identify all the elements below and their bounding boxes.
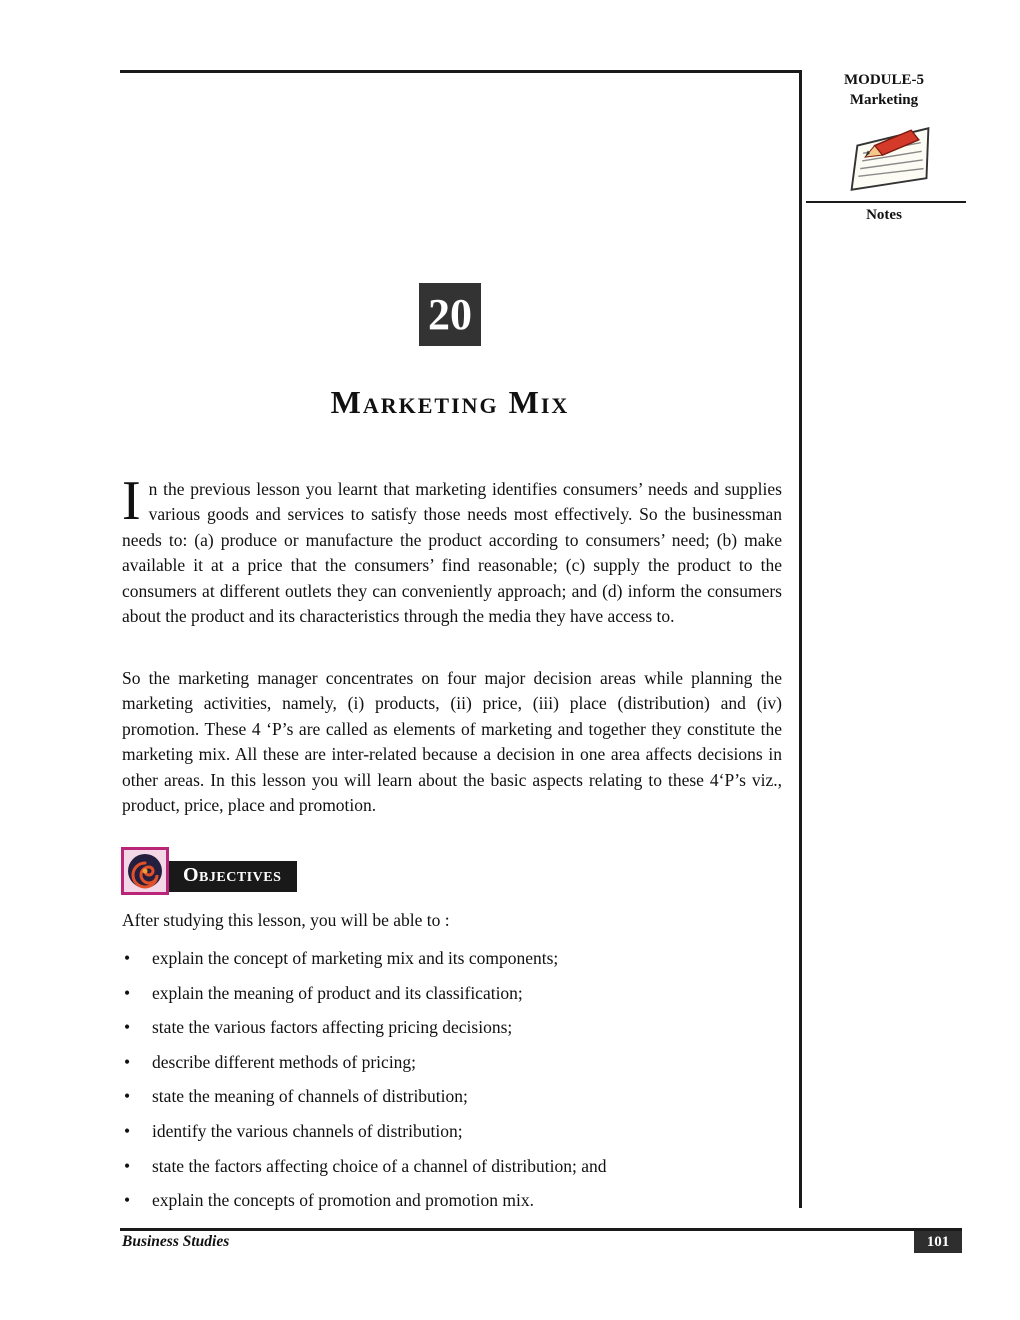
objective-item: • explain the concept of marketing mix and its components; xyxy=(122,946,782,971)
objective-item: • explain the concepts of promotion and promotion mix. xyxy=(122,1188,782,1213)
chapter-number-box xyxy=(419,283,481,346)
objectives-list xyxy=(122,946,782,1223)
notes-rule xyxy=(806,201,966,203)
page-number-box xyxy=(914,1231,962,1253)
footer-book-title: Business Studies xyxy=(122,1233,230,1250)
objective-item: • identify the various channels of distribution; xyxy=(122,1119,782,1144)
notes-pencil-paper-icon xyxy=(842,120,938,203)
objective-item: • state the various factors affecting pricing decisions; xyxy=(122,1015,782,1040)
chapter-title: Marketing Mix xyxy=(330,384,570,420)
objectives-lead: After studying this lesson, you will be able to : xyxy=(122,910,450,930)
objectives-spiral-icon xyxy=(121,847,169,900)
objective-item: • state the meaning of channels of distribution; xyxy=(122,1084,782,1109)
intro-paragraph-2: So the marketing manager concentrates on four major decision areas while planning the marketing activities, namely, (i) products, (ii) price, (iii) place (distribution) and (iv) promotion. These 4 ‘P’s are called as elements of marketing and together they constitute the marketing mix. All these are inter-related because a decision in one area affects decisions in other areas. In this lesson you will learn about the basic aspects relating to these 4‘P’s viz., product, price, place and promotion. xyxy=(122,668,782,816)
footer-rule xyxy=(120,1228,962,1231)
notes-label: Notes xyxy=(866,207,902,223)
right-vertical-rule xyxy=(799,70,802,1208)
top-rule xyxy=(120,70,802,73)
module-subject: Marketing xyxy=(849,92,919,108)
objective-item: • explain the meaning of product and its classification; xyxy=(122,981,782,1006)
chapter-number: 20 xyxy=(428,290,472,339)
module-label: MODULE-5 xyxy=(844,72,924,88)
page-number: 101 xyxy=(926,1233,950,1250)
intro-paragraph-1: In the previous lesson you learnt that marketing identifies consumers’ needs and supplies various goods and services to satisfy those needs most effectively. So the businessman needs to: (a) produce or manufacture the product according to consumers’ need; (b) make available it at a price that the consumers’ find reasonable; (c) supply the product to the consumers at different outlets they can conveniently approach; and (d) inform the consumers about the product and its characteristics through the media they have access to. xyxy=(122,470,782,627)
objective-item: • state the factors affecting choice of a channel of distribution; and xyxy=(122,1154,782,1179)
objectives-heading: Objectives xyxy=(169,861,297,892)
objective-item: • describe different methods of pricing; xyxy=(122,1050,782,1075)
